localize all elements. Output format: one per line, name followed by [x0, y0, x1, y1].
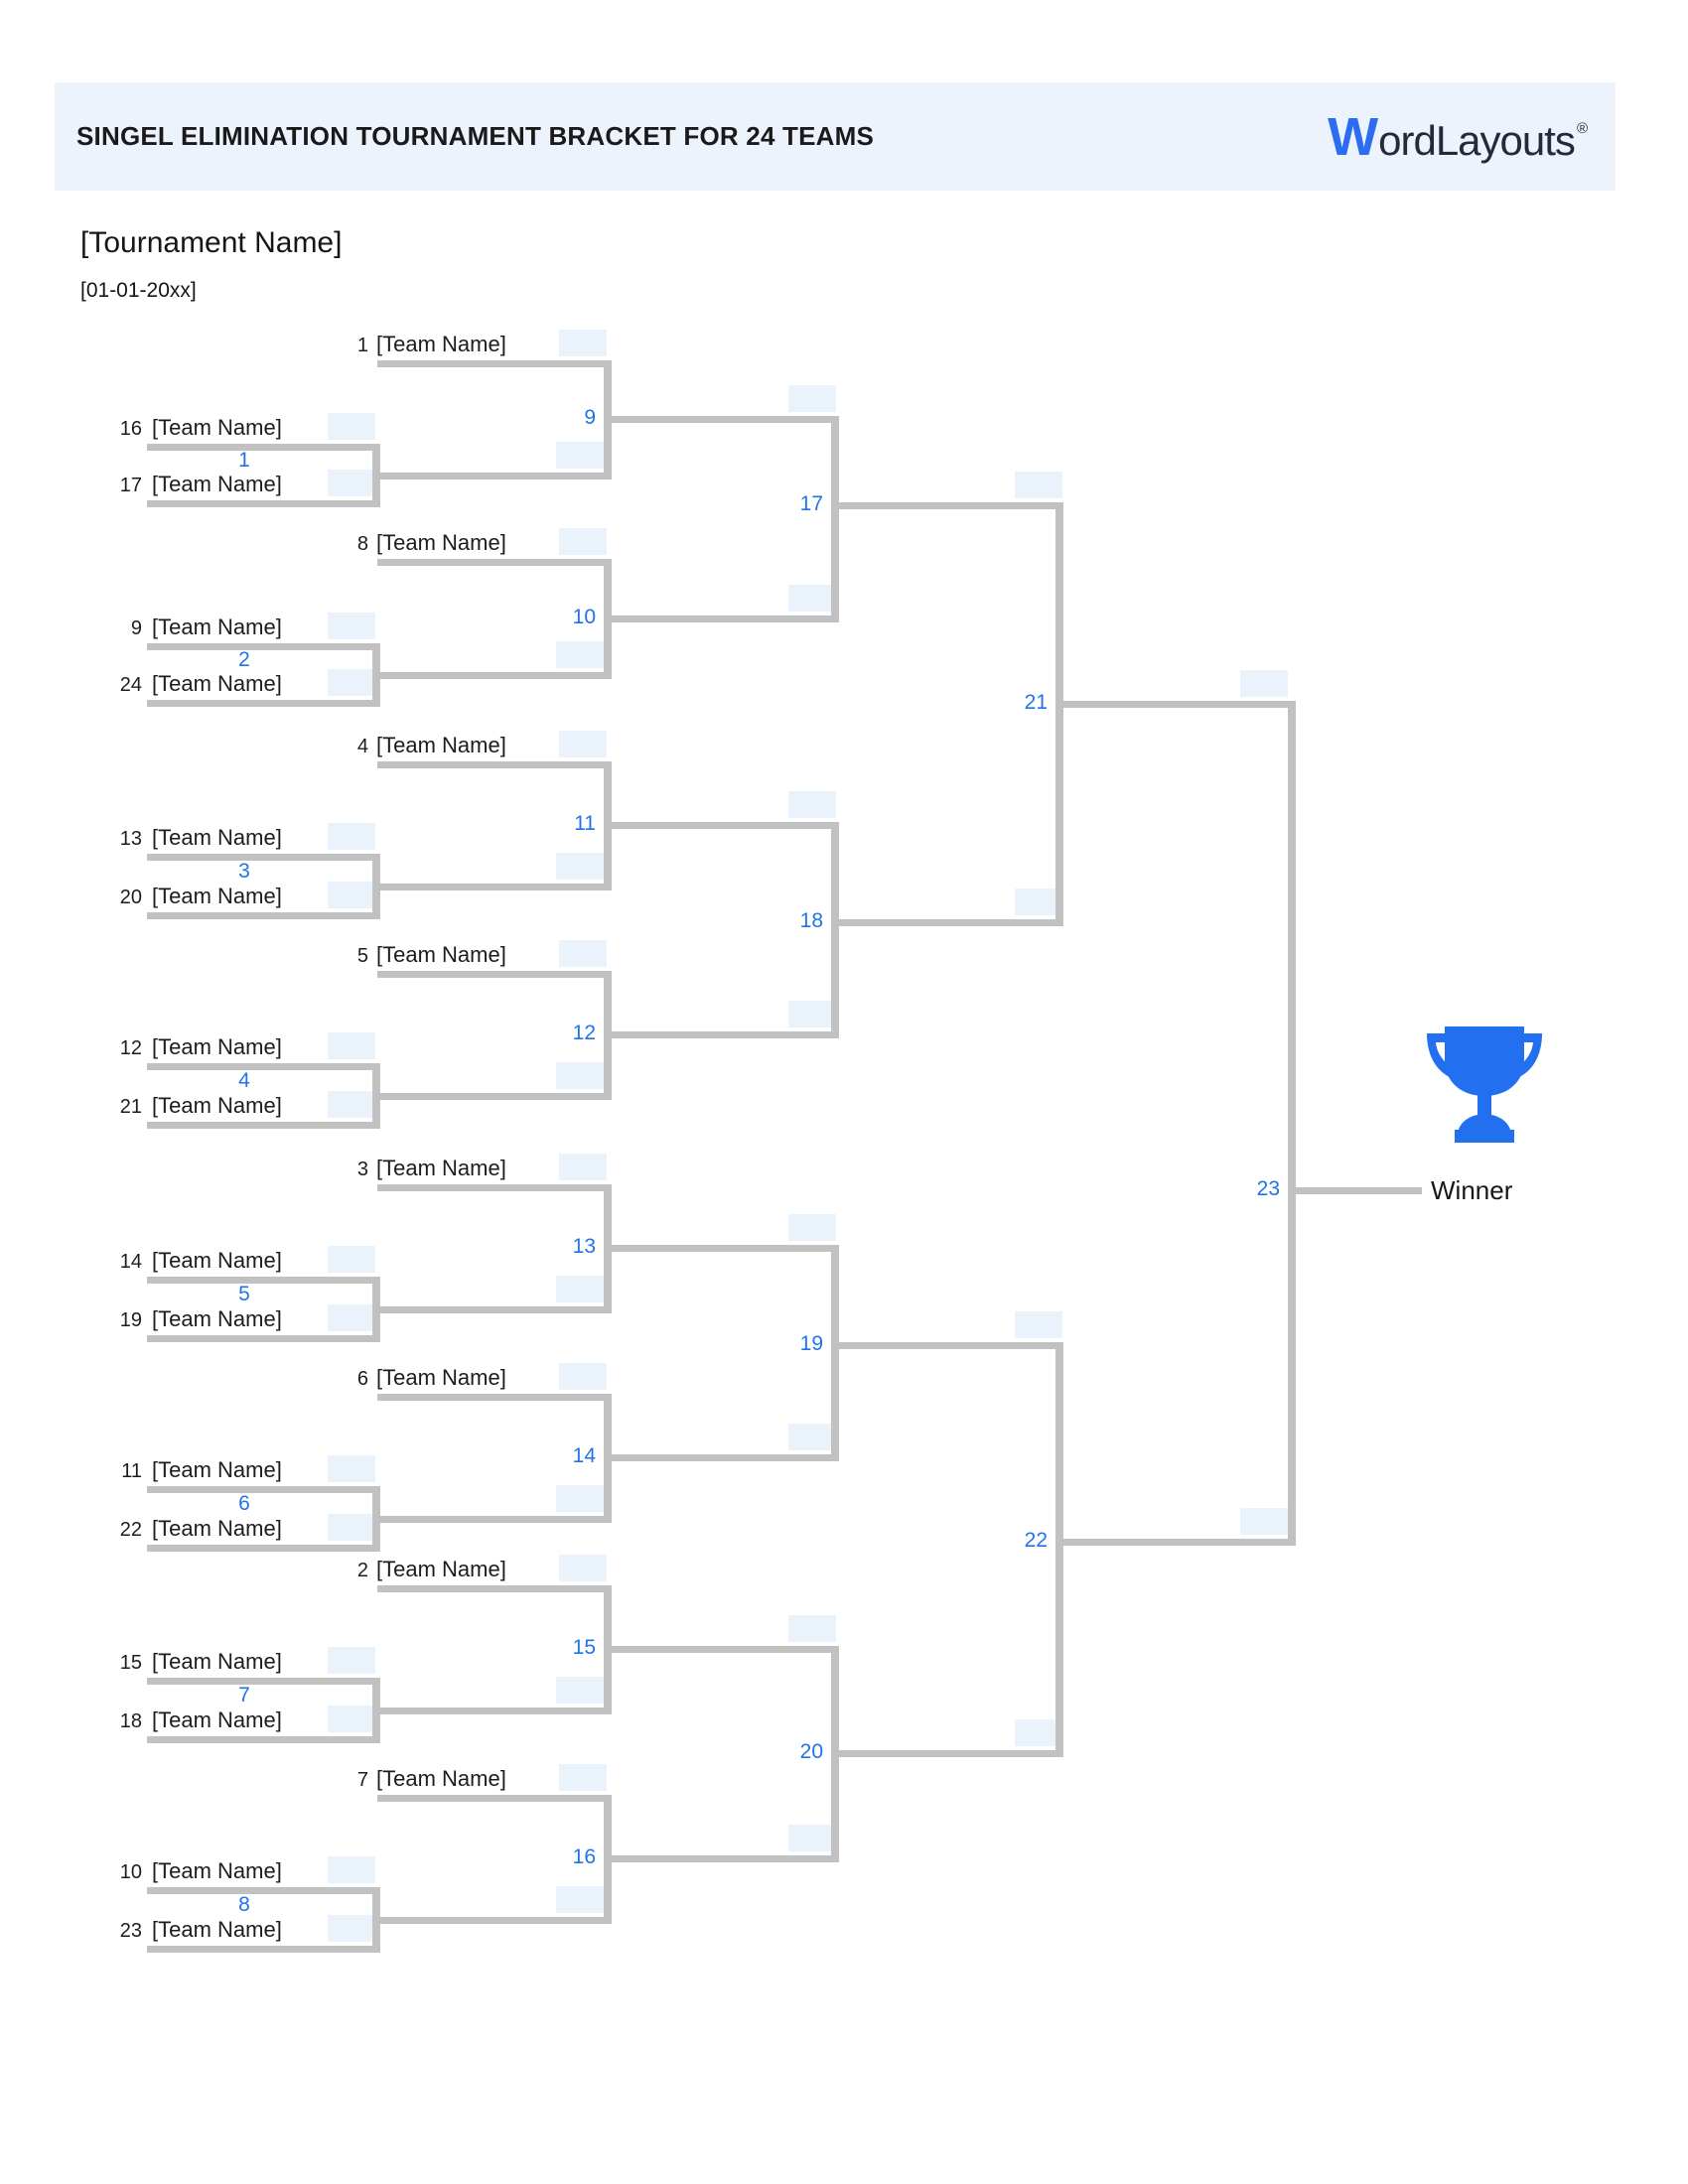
connector-bar [604, 971, 612, 1100]
winner-line [380, 473, 612, 479]
match-line [612, 1031, 839, 1038]
match-number-label: 22 [1024, 1529, 1048, 1552]
team-line [147, 854, 380, 861]
seed-label: 13 [119, 828, 142, 850]
winner-line [1296, 1187, 1422, 1194]
score-box[interactable] [788, 1825, 836, 1851]
match-number-label: 17 [799, 492, 823, 515]
winner-label: Winner [1431, 1175, 1513, 1205]
score-box[interactable] [328, 1032, 375, 1059]
team-line [147, 1122, 380, 1129]
connector-bar [831, 822, 839, 1038]
seed-label: 8 [356, 533, 368, 555]
connector-bar [831, 416, 839, 622]
team-name-placeholder[interactable]: [Team Name] [152, 614, 282, 639]
match-line [612, 1646, 839, 1653]
winner-line [380, 1093, 612, 1100]
score-box[interactable] [328, 413, 375, 440]
score-box[interactable] [328, 1091, 375, 1118]
score-box[interactable] [556, 1276, 604, 1302]
team-name-placeholder[interactable]: [Team Name] [376, 1365, 506, 1390]
seed-label: 1 [356, 335, 368, 356]
team-line [147, 1063, 380, 1070]
score-box[interactable] [328, 669, 375, 696]
match-number-label: 8 [238, 1893, 250, 1916]
score-box[interactable] [328, 882, 375, 908]
team-line [377, 360, 612, 367]
seed-label: 24 [119, 674, 142, 696]
match-line [612, 416, 839, 423]
seed-label: 17 [119, 475, 142, 496]
connector-bar [604, 559, 612, 679]
connector-bar [604, 1795, 612, 1924]
team-name-placeholder[interactable]: [Team Name] [152, 1306, 282, 1331]
connector-bar [372, 444, 380, 507]
winner-line [380, 672, 612, 679]
match-line [612, 1245, 839, 1252]
seed-label: 2 [356, 1560, 368, 1581]
connector-bar [1055, 1342, 1063, 1757]
seed-label: 19 [119, 1309, 142, 1331]
score-box[interactable] [328, 1915, 375, 1942]
score-box[interactable] [556, 641, 604, 668]
team-name-placeholder[interactable]: [Team Name] [376, 942, 506, 967]
team-name-placeholder[interactable]: [Team Name] [152, 1457, 282, 1482]
score-box[interactable] [328, 1647, 375, 1674]
seed-label: 6 [356, 1368, 368, 1390]
seed-label: 15 [119, 1652, 142, 1674]
match-number-label: 3 [238, 860, 250, 883]
tournament-name-placeholder[interactable]: [Tournament Name] [80, 226, 343, 259]
seed-label: 21 [119, 1096, 142, 1118]
score-box[interactable] [328, 1304, 375, 1331]
score-box[interactable] [559, 1555, 607, 1581]
score-box[interactable] [1240, 1508, 1288, 1535]
score-box[interactable] [328, 1455, 375, 1482]
team-name-placeholder[interactable]: [Team Name] [152, 1516, 282, 1541]
connector-bar [372, 1887, 380, 1953]
team-line [147, 1335, 380, 1342]
seed-label: 12 [119, 1037, 142, 1059]
match-number-label: 23 [1256, 1177, 1280, 1200]
trophy-icon [1415, 1021, 1554, 1167]
team-name-placeholder[interactable]: [Team Name] [152, 1707, 282, 1732]
match-number-label: 4 [238, 1069, 250, 1092]
page-title: SINGEL ELIMINATION TOURNAMENT BRACKET FOR 24 TEAMS [76, 121, 875, 151]
match-line [1063, 701, 1296, 708]
team-line [147, 1277, 380, 1284]
score-box[interactable] [788, 791, 836, 818]
team-name-placeholder[interactable]: [Team Name] [152, 671, 282, 696]
team-name-placeholder[interactable]: [Team Name] [376, 530, 506, 555]
score-box[interactable] [1240, 670, 1288, 697]
team-line [147, 700, 380, 707]
score-box[interactable] [559, 940, 607, 967]
team-name-placeholder[interactable]: [Team Name] [152, 825, 282, 850]
match-line [839, 919, 1063, 926]
score-box[interactable] [559, 1363, 607, 1390]
connector-bar [604, 1184, 612, 1313]
match-number-label: 18 [799, 909, 823, 932]
logo-w-icon: W [1328, 106, 1379, 167]
header-banner [55, 82, 1616, 191]
connector-bar [604, 1585, 612, 1714]
team-line [377, 971, 612, 978]
winner-line [380, 1707, 612, 1714]
team-name-placeholder[interactable]: [Team Name] [152, 1034, 282, 1059]
match-number-label: 13 [572, 1235, 596, 1258]
winner-line [380, 1917, 612, 1924]
team-name-placeholder[interactable]: [Team Name] [152, 1649, 282, 1674]
seed-label: 7 [356, 1769, 368, 1791]
score-box[interactable] [556, 1485, 604, 1512]
match-number-label: 16 [572, 1845, 596, 1868]
team-line [377, 1184, 612, 1191]
winner-line [380, 1516, 612, 1523]
team-line [147, 1486, 380, 1493]
team-name-placeholder[interactable]: [Team Name] [152, 1093, 282, 1118]
score-box[interactable] [559, 731, 607, 757]
score-box[interactable] [328, 1246, 375, 1273]
team-line [377, 761, 612, 768]
connector-bar [831, 1245, 839, 1461]
team-line [147, 1545, 380, 1552]
winner-line [380, 1306, 612, 1313]
match-number-label: 11 [574, 812, 596, 835]
match-line [1063, 1539, 1296, 1546]
seed-label: 11 [121, 1460, 142, 1482]
match-number-label: 12 [572, 1022, 596, 1044]
winner-line [380, 884, 612, 890]
score-box[interactable] [788, 1424, 836, 1450]
team-name-placeholder[interactable]: [Team Name] [376, 1766, 506, 1791]
match-number-label: 9 [584, 406, 596, 429]
match-number-label: 6 [238, 1492, 250, 1515]
team-name-placeholder[interactable]: [Team Name] [376, 733, 506, 757]
score-box[interactable] [328, 1706, 375, 1732]
match-number-label: 5 [238, 1283, 250, 1305]
connector-bar [604, 761, 612, 890]
match-number-label: 10 [572, 606, 596, 628]
brand-logo [1328, 106, 1588, 167]
seed-label: 14 [119, 1251, 142, 1273]
score-box[interactable] [556, 442, 604, 469]
score-box[interactable] [788, 1214, 836, 1241]
score-box[interactable] [1015, 1311, 1062, 1338]
match-number-label: 7 [238, 1684, 250, 1706]
team-line [147, 1678, 380, 1685]
seed-label: 9 [130, 617, 142, 639]
team-name-placeholder[interactable]: [Team Name] [152, 1917, 282, 1942]
match-line [612, 1855, 839, 1862]
match-line [839, 1342, 1063, 1349]
connector-bar [372, 643, 380, 707]
seed-label: 3 [356, 1159, 368, 1180]
seed-label: 16 [119, 418, 142, 440]
score-box[interactable] [559, 528, 607, 555]
connector-bar [604, 1394, 612, 1523]
match-number-label: 2 [238, 648, 250, 671]
connector-bar [372, 1063, 380, 1129]
score-box[interactable] [559, 330, 607, 356]
score-box[interactable] [1015, 472, 1062, 498]
team-line [377, 1585, 612, 1592]
team-line [147, 500, 380, 507]
score-box[interactable] [328, 1514, 375, 1541]
match-line [839, 502, 1063, 509]
score-box[interactable] [328, 470, 375, 496]
match-number-label: 1 [238, 449, 250, 472]
score-box[interactable] [328, 613, 375, 639]
seed-label: 5 [356, 945, 368, 967]
match-number-label: 15 [572, 1636, 596, 1659]
tournament-date-placeholder[interactable]: [01-01-20xx] [80, 279, 197, 302]
match-number-label: 20 [799, 1740, 823, 1763]
seed-label: 10 [119, 1861, 142, 1883]
score-box[interactable] [788, 585, 836, 612]
seed-label: 23 [119, 1920, 142, 1942]
connector-bar [831, 1646, 839, 1862]
team-name-placeholder[interactable]: [Team Name] [376, 1156, 506, 1180]
team-name-placeholder[interactable]: [Team Name] [152, 1248, 282, 1273]
match-line [612, 1454, 839, 1461]
score-box[interactable] [559, 1764, 607, 1791]
logo-wordmark: ordLayouts [1378, 116, 1575, 164]
team-name-placeholder[interactable]: [Team Name] [152, 884, 282, 908]
score-box[interactable] [788, 385, 836, 412]
match-line [839, 1750, 1063, 1757]
score-box[interactable] [788, 1615, 836, 1642]
team-name-placeholder[interactable]: [Team Name] [152, 472, 282, 496]
team-line [147, 1736, 380, 1743]
score-box[interactable] [788, 1001, 836, 1027]
match-line [612, 822, 839, 829]
score-box[interactable] [556, 1677, 604, 1704]
connector-bar [1055, 502, 1063, 926]
match-line [612, 615, 839, 622]
connector-bar [1288, 701, 1296, 1546]
connector-bar [372, 1678, 380, 1743]
connector-bar [372, 1277, 380, 1342]
team-line [147, 912, 380, 919]
team-line [147, 1946, 380, 1953]
score-box[interactable] [556, 1062, 604, 1089]
match-number-label: 14 [572, 1444, 596, 1467]
match-number-label: 19 [799, 1332, 823, 1355]
seed-label: 18 [119, 1710, 142, 1732]
seed-label: 22 [119, 1519, 142, 1541]
score-box[interactable] [556, 1886, 604, 1913]
score-box[interactable] [556, 853, 604, 880]
team-name-placeholder[interactable]: [Team Name] [152, 1858, 282, 1883]
team-name-placeholder[interactable]: [Team Name] [152, 415, 282, 440]
team-line [147, 1887, 380, 1894]
score-box[interactable] [328, 1856, 375, 1883]
score-box[interactable] [559, 1154, 607, 1180]
seed-label: 20 [119, 887, 142, 908]
team-line [377, 559, 612, 566]
team-name-placeholder[interactable]: [Team Name] [376, 332, 506, 356]
logo-registered-mark: ® [1576, 119, 1588, 137]
seed-label: 4 [356, 736, 368, 757]
team-name-placeholder[interactable]: [Team Name] [376, 1557, 506, 1581]
match-number-label: 21 [1024, 691, 1048, 714]
connector-bar [372, 1486, 380, 1552]
team-line [377, 1394, 612, 1401]
score-box[interactable] [328, 823, 375, 850]
connector-bar [604, 360, 612, 479]
team-line [377, 1795, 612, 1802]
connector-bar [372, 854, 380, 919]
